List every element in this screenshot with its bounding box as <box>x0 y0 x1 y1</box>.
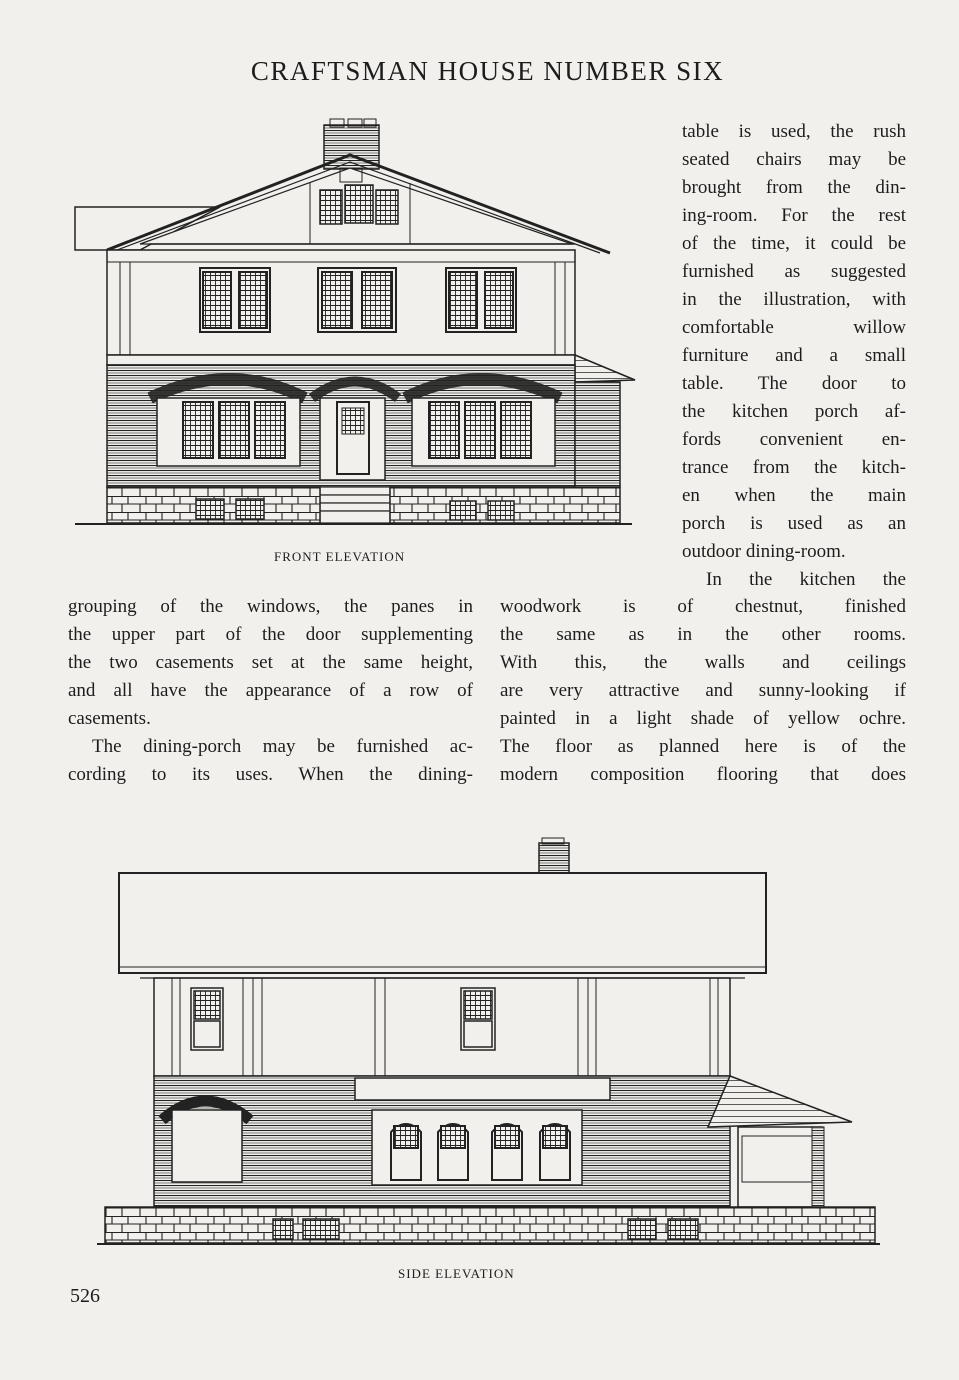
text-line: outdoor dining-room. <box>682 541 846 562</box>
text-line: The dining-porch may be furnished ac- <box>92 736 473 757</box>
text-line: of the time, it could be <box>682 233 906 254</box>
text-line: brought from the din- <box>682 177 906 198</box>
text-line: grouping of the windows, the panes in <box>68 596 473 617</box>
right-top-text-column <box>682 118 906 594</box>
text-line: the upper part of the door supplementing <box>68 624 473 645</box>
left-text-column <box>68 593 473 789</box>
text-line: furniture and a small <box>682 345 906 366</box>
text-line: porch is used as an <box>682 513 906 534</box>
text-line: casements. <box>68 708 151 729</box>
front-elevation-caption: FRONT ELEVATION <box>274 549 406 564</box>
right-text-column <box>500 593 906 789</box>
text-line: en when the main <box>682 485 906 506</box>
text-line: are very attractive and sunny-looking if <box>500 680 906 701</box>
text-line: the two casements set at the same height, <box>68 652 473 673</box>
text-line: comfortable willow <box>682 317 906 338</box>
page-number: 526 <box>70 1285 100 1307</box>
side-elevation-caption: SIDE ELEVATION <box>398 1266 515 1281</box>
text-line: cording to its uses. When the dining- <box>68 764 473 785</box>
text-line: in the illustration, with <box>682 289 906 310</box>
text-line: The floor as planned here is of the <box>500 736 906 757</box>
text-line: In the kitchen the <box>706 569 906 590</box>
text-line: woodwork is of chestnut, finished <box>500 596 906 617</box>
text-line: modern composition flooring that does <box>500 764 906 785</box>
text-line: painted in a light shade of yellow ochre. <box>500 708 906 729</box>
page-title: CRAFTSMAN HOUSE NUMBER SIX <box>250 56 725 86</box>
text-line: ing-room. For the rest <box>682 205 906 226</box>
text-line: trance from the kitch- <box>682 457 906 478</box>
text-line: table. The door to <box>682 373 906 394</box>
text-line: the kitchen porch af- <box>682 401 906 422</box>
text-line: seated chairs may be <box>682 149 906 170</box>
text-line: the same as in the other rooms. <box>500 624 906 645</box>
text-line: table is used, the rush <box>682 121 906 142</box>
text-line: and all have the appearance of a row of <box>68 680 473 701</box>
text-line: furnished as suggested <box>682 261 906 282</box>
text-line: With this, the walls and ceilings <box>500 652 906 673</box>
text-line: fords convenient en- <box>682 429 906 450</box>
